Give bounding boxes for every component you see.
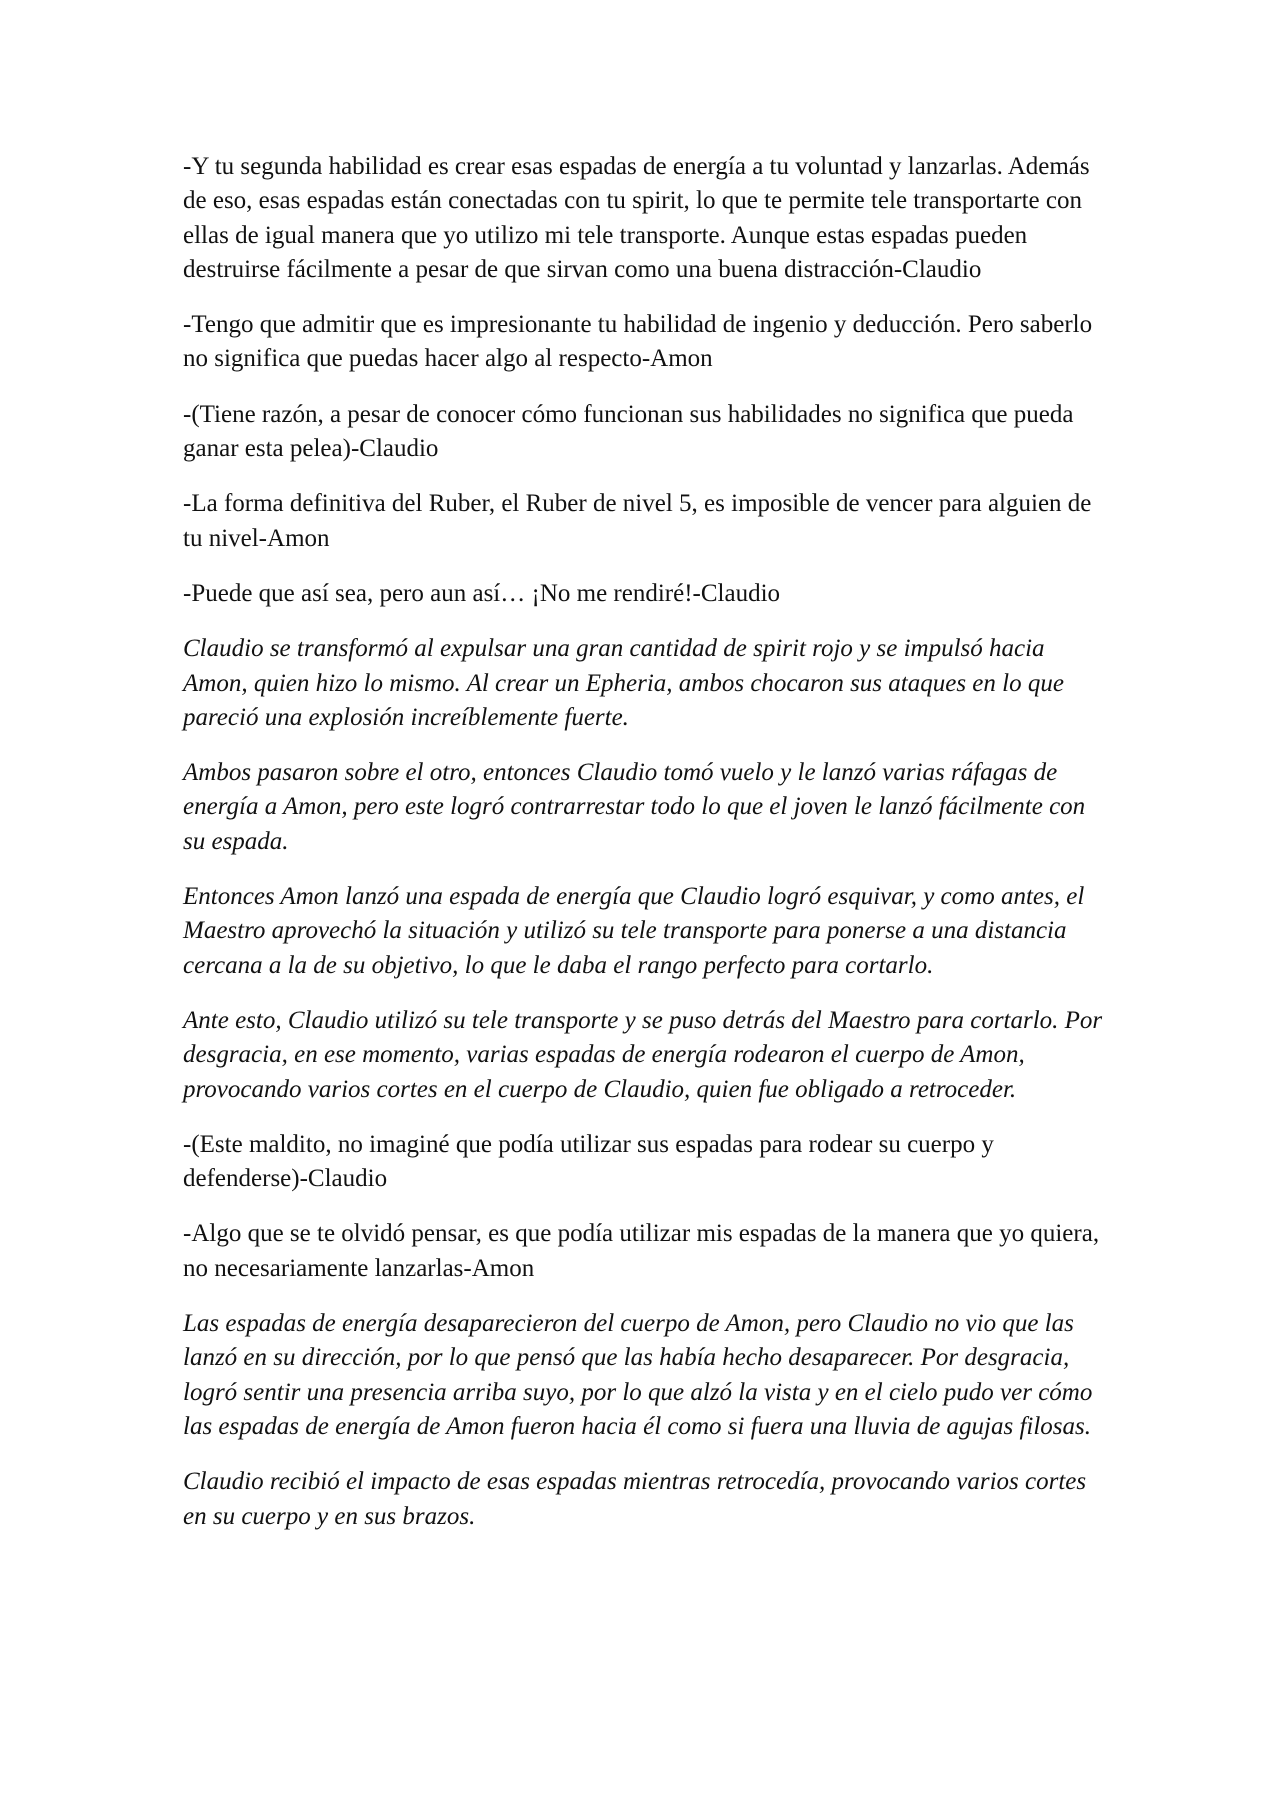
dialogue-paragraph: -La forma definitiva del Ruber, el Ruber de nivel 5, es imposible de vencer para alguien de tu nivel-Amon	[183, 490, 1092, 552]
narration-paragraph: Claudio recibió el impacto de esas espadas mientras retrocedía, provocando varios cortes en su cuerpo y en sus brazos.	[183, 1468, 1087, 1530]
narration-paragraph: Claudio se transformó al expulsar una gran cantidad de spirit rojo y se impulsó hacia Amon, quien hizo lo mismo. Al crear un Epheria, ambos chocaron sus ataques en lo que pareció una explosión increíblemente fuerte.	[183, 635, 1064, 731]
dialogue-paragraph: -(Este maldito, no imaginé que podía utilizar sus espadas para rodear su cuerpo y defenderse)-Claudio	[183, 1130, 994, 1193]
narration-paragraph: Entonces Amon lanzó una espada de energía que Claudio logró esquivar, y como antes, el Maestro aprovechó la situación y utilizó su tele transporte para ponerse a una distancia cercana a la de su objetivo, lo que le daba el rango perfecto para cortarlo.	[183, 883, 1085, 979]
narration-paragraph: Ambos pasaron sobre el otro, entonces Claudio tomó vuelo y le lanzó varias ráfagas de energía a Amon, pero este logró contrarrestar todo lo que el joven le lanzó fácilmente con su espada.	[183, 759, 1086, 855]
document-page	[183, 150, 1103, 1555]
dialogue-paragraph: -Tengo que admitir que es impresionante tu habilidad de ingenio y deducción. Pero saberlo no significa que puedas hacer algo al respecto-Amon	[183, 311, 1093, 373]
dialogue-paragraph: -Puede que así sea, pero aun así… ¡No me rendiré!-Claudio	[183, 579, 781, 607]
narration-paragraph: Ante esto, Claudio utilizó su tele transporte y se puso detrás del Maestro para cortarlo. Por desgracia, en ese momento, varias espadas de energía rodearon el cuerpo de Amon, provocando varios cortes en el cuerpo de Claudio, quien fue obligado a retroceder.	[183, 1006, 1103, 1103]
narration-paragraph: Las espadas de energía desaparecieron del cuerpo de Amon, pero Claudio no vio que las lanzó en su dirección, por lo que pensó que las había hecho desaparecer. Por desgracia, logró sentir una presencia arriba suyo, por lo que alzó la vista y en el cielo pudo ver cómo las espadas de energía de Amon fueron hacia él como si fuera una lluvia de agujas filosas.	[183, 1310, 1093, 1440]
dialogue-paragraph: -Y tu segunda habilidad es crear esas espadas de energía a tu voluntad y lanzarlas. Además de eso, esas espadas están conectadas con tu spirit, lo que te permite tele transportarte con ellas de igual manera que yo utilizo mi tele transporte. Aunque estas espadas pueden destruirse fácilmente a pesar de que sirvan como una buena distracción-Claudio	[183, 153, 1090, 283]
dialogue-paragraph: -Algo que se te olvidó pensar, es que podía utilizar mis espadas de la manera que yo quiera, no necesariamente lanzarlas-Amon	[183, 1220, 1100, 1282]
dialogue-paragraph: -(Tiene razón, a pesar de conocer cómo funcionan sus habilidades no significa que pueda ganar esta pelea)-Claudio	[183, 400, 1074, 463]
